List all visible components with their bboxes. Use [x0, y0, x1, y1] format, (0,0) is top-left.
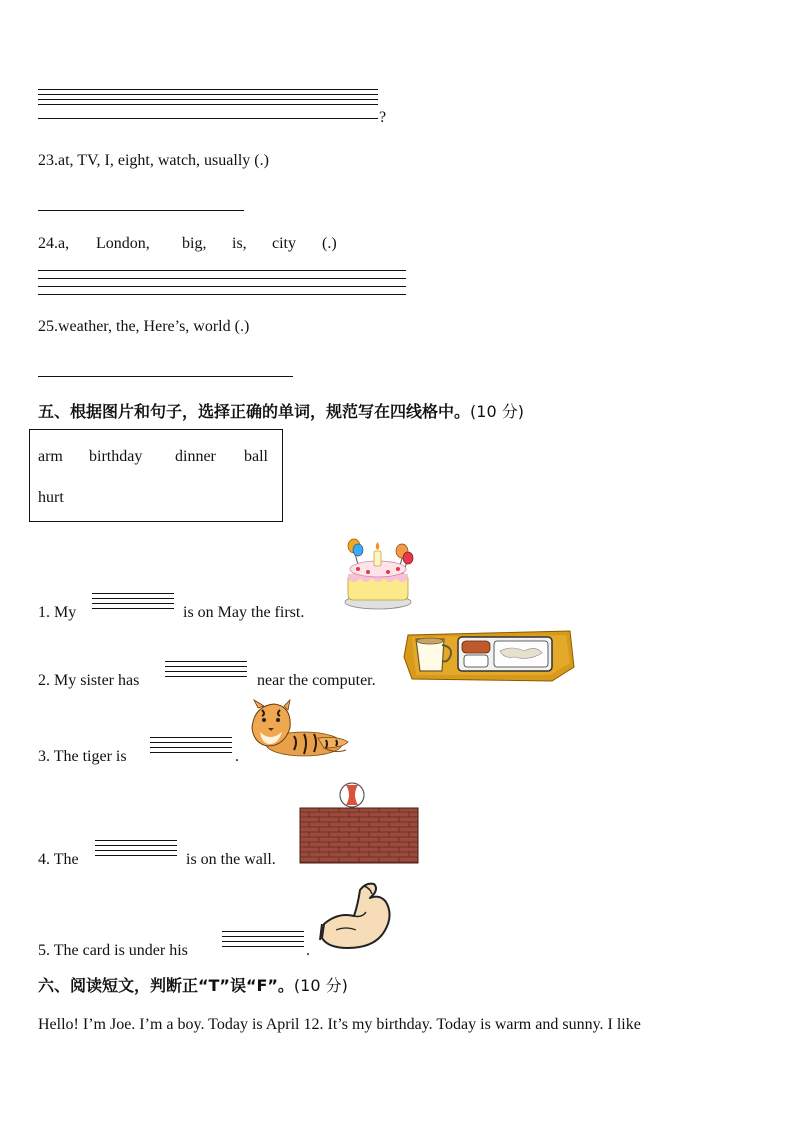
q22-end-mark: ? — [379, 109, 387, 126]
q24-writing-lines[interactable] — [38, 270, 406, 296]
word-bank-word: arm — [38, 448, 63, 465]
item-1-before: 1. My — [38, 604, 77, 621]
item-2-writing-lines[interactable] — [165, 661, 247, 677]
reading-passage: Hello! I’m Joe. I’m a boy. Today is April 12. It’s my birthday. Today is warm and sunny. I like — [38, 1016, 641, 1033]
q24-word: big, — [182, 235, 207, 252]
q24-word: a, — [58, 235, 70, 252]
q24-word: London, — [96, 235, 150, 252]
q24-word: city — [272, 235, 296, 252]
question-24 — [38, 234, 69, 254]
q22-writing-lines[interactable] — [38, 89, 378, 105]
item-5-after: . — [306, 942, 310, 959]
arm-icon — [318, 878, 396, 956]
q24-word: is, — [232, 235, 247, 252]
item-5-writing-lines[interactable] — [222, 931, 304, 947]
section-5-points: (10 分) — [470, 402, 524, 421]
word-bank-word: hurt — [38, 489, 64, 506]
item-2-after: near the computer. — [257, 672, 376, 689]
word-bank-word: ball — [244, 448, 268, 465]
section-5-heading — [38, 399, 524, 422]
item-4-writing-lines[interactable] — [95, 840, 177, 856]
word-bank-word: birthday — [89, 448, 143, 465]
item-3-after: . — [235, 748, 239, 765]
birthday-cake-icon — [340, 536, 416, 612]
item-5-before: 5. The card is under his — [38, 942, 188, 959]
section-5-title: 五、根据图片和句子，选择正确的单词，规范写在四线格中。 — [38, 402, 471, 421]
tiger-icon — [248, 698, 352, 760]
ball-on-wall-icon — [299, 782, 419, 864]
item-1-after: is on May the first. — [183, 604, 305, 621]
item-2-before: 2. My sister has — [38, 672, 140, 689]
question-25: 25.weather, the, Here’s, world (.) — [38, 318, 250, 335]
q23-answer-line[interactable] — [38, 210, 244, 211]
q24-word: (.) — [322, 235, 337, 252]
question-23: 23.at, TV, I, eight, watch, usually (.) — [38, 152, 269, 169]
section-6-title: 六、阅读短文，判断正“T”误“F”。 — [38, 976, 294, 995]
dinner-tray-icon — [402, 627, 576, 685]
q25-answer-line[interactable] — [38, 376, 293, 377]
q24-number: 24. — [38, 235, 58, 252]
q22-answer-line[interactable] — [38, 118, 378, 119]
item-4-after: is on the wall. — [186, 851, 276, 868]
word-bank-word: dinner — [175, 448, 216, 465]
item-3-writing-lines[interactable] — [150, 737, 232, 753]
item-4-before: 4. The — [38, 851, 79, 868]
item-1-writing-lines[interactable] — [92, 593, 174, 609]
section-6-heading — [38, 973, 348, 996]
word-bank-box — [29, 429, 283, 522]
item-3-before: 3. The tiger is — [38, 748, 127, 765]
section-6-points: (10 分) — [293, 976, 348, 995]
